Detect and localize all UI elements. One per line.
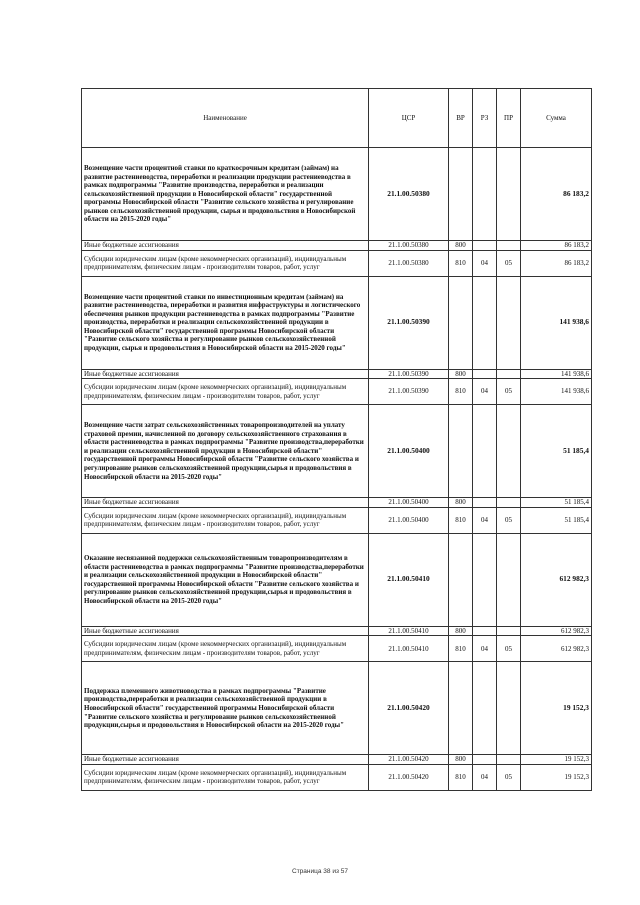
cell-pr: 05 bbox=[497, 250, 521, 276]
cell-sum: 19 152,3 bbox=[521, 764, 592, 790]
cell-vr: 810 bbox=[449, 764, 473, 790]
cell-csr: 21.1.00.50380 bbox=[369, 241, 449, 251]
cell-pr bbox=[497, 369, 521, 379]
cell-pr bbox=[497, 276, 521, 369]
cell-vr: 800 bbox=[449, 755, 473, 765]
table-row bbox=[82, 636, 592, 662]
cell-sum: 51 185,4 bbox=[521, 498, 592, 508]
cell-csr: 21.1.00.50420 bbox=[369, 662, 449, 755]
table-header-row bbox=[82, 89, 592, 148]
cell-sum: 86 183,2 bbox=[521, 241, 592, 251]
cell-csr: 21.1.00.50390 bbox=[369, 276, 449, 369]
table-row bbox=[82, 405, 592, 498]
cell-pr bbox=[497, 405, 521, 498]
cell-name: Иные бюджетные ассигнования bbox=[82, 498, 369, 508]
cell-csr: 21.1.00.50420 bbox=[369, 755, 449, 765]
cell-name: Иные бюджетные ассигнования bbox=[82, 369, 369, 379]
cell-rz bbox=[473, 369, 497, 379]
cell-rz bbox=[473, 533, 497, 626]
cell-pr bbox=[497, 755, 521, 765]
cell-csr: 21.1.00.50400 bbox=[369, 507, 449, 533]
header-sum: Сумма bbox=[521, 89, 592, 148]
cell-name: Иные бюджетные ассигнования bbox=[82, 241, 369, 251]
cell-name: Субсидии юридическим лицам (кроме некоммерческих организаций), индивидуальным предпринимателям, физическим лицам - производителям товаров, работ, услуг bbox=[82, 507, 369, 533]
cell-pr: 05 bbox=[497, 379, 521, 405]
cell-name: Поддержка племенного животноводства в рамках подпрограммы "Развитие производства,переработки и реализации сельскохозяйственной продукции в Новосибирской области" государственной программы Новосибирской области "Развитие сельского хозяйства и регулирование рынков сельскохозяйственной продукции,сырья и продовольствия в Новосибирской области на 2015-2020 годы" bbox=[82, 662, 369, 755]
cell-rz bbox=[473, 241, 497, 251]
cell-pr bbox=[497, 148, 521, 241]
table-row bbox=[82, 662, 592, 755]
table-body bbox=[82, 148, 592, 791]
cell-name: Оказание несвязанной поддержки сельскохозяйственным товаропроизводителям в области растениеводства в рамках подпрограммы "Развитие производства,переработки и реализации сельскохозяйственной продукции в Новосибирской области" государственной программы Новосибирской области "Развитие сельского хозяйства и регулирование рынков сельскохозяйственной продукции,сырья и продовольствия в Новосибирской области на 2015-2020 годы" bbox=[82, 533, 369, 626]
cell-rz bbox=[473, 405, 497, 498]
cell-pr: 05 bbox=[497, 507, 521, 533]
cell-vr bbox=[449, 662, 473, 755]
header-csr: ЦСР bbox=[369, 89, 449, 148]
cell-sum: 19 152,3 bbox=[521, 755, 592, 765]
header-pr: ПР bbox=[497, 89, 521, 148]
cell-csr: 21.1.00.50380 bbox=[369, 250, 449, 276]
page-number: Страница 38 из 57 bbox=[292, 868, 348, 875]
cell-vr: 800 bbox=[449, 626, 473, 636]
cell-name: Возмещение части затрат сельскохозяйственных товаропроизводителей на уплату страховой премии, начисленной по договору сельскохозяйственного страхования в области растениеводства в рамках подпрограммы "Развитие производства,переработки и реализации сельскохозяйственной продукции в Новосибирской области" государственной программы Новосибирской области "Развитие сельского хозяйства и регулирование рынков сельскохозяйственной продукции,сырья и продовольствия в Новосибирской области на 2015-2020 годы" bbox=[82, 405, 369, 498]
cell-rz: 04 bbox=[473, 250, 497, 276]
cell-name: Возмещение части процентной ставки по краткосрочным кредитам (займам) на развитие растениеводства, переработки и реализации продукции растениеводства в рамках подпрограммы "Развитие производства, переработки и реализации сельскохозяйственной продукции в Новосибирской области" государственной программы Новосибирской области "Развитие сельского хозяйства и регулирование рынков сельскохозяйственной продукции, сырья и продовольствия в Новосибирской области на 2015-2020 годы" bbox=[82, 148, 369, 241]
header-rz: РЗ bbox=[473, 89, 497, 148]
budget-table bbox=[81, 88, 592, 791]
cell-vr: 810 bbox=[449, 250, 473, 276]
cell-vr: 810 bbox=[449, 636, 473, 662]
cell-sum: 51 185,4 bbox=[521, 405, 592, 498]
cell-rz bbox=[473, 755, 497, 765]
table-row bbox=[82, 241, 592, 251]
table-row bbox=[82, 755, 592, 765]
cell-sum: 86 183,2 bbox=[521, 250, 592, 276]
table-row bbox=[82, 498, 592, 508]
cell-name: Субсидии юридическим лицам (кроме некоммерческих организаций), индивидуальным предпринимателям, физическим лицам - производителям товаров, работ, услуг bbox=[82, 636, 369, 662]
cell-sum: 141 938,6 bbox=[521, 369, 592, 379]
header-vr: ВР bbox=[449, 89, 473, 148]
table-row bbox=[82, 764, 592, 790]
cell-vr bbox=[449, 405, 473, 498]
cell-rz bbox=[473, 148, 497, 241]
cell-csr: 21.1.00.50380 bbox=[369, 148, 449, 241]
cell-vr bbox=[449, 148, 473, 241]
cell-rz: 04 bbox=[473, 379, 497, 405]
cell-csr: 21.1.00.50400 bbox=[369, 405, 449, 498]
table-row bbox=[82, 148, 592, 241]
cell-sum: 612 982,3 bbox=[521, 626, 592, 636]
cell-sum: 141 938,6 bbox=[521, 379, 592, 405]
cell-pr bbox=[497, 662, 521, 755]
cell-sum: 141 938,6 bbox=[521, 276, 592, 369]
cell-vr bbox=[449, 533, 473, 626]
cell-pr bbox=[497, 241, 521, 251]
cell-sum: 19 152,3 bbox=[521, 662, 592, 755]
cell-name: Субсидии юридическим лицам (кроме некоммерческих организаций), индивидуальным предпринимателям, физическим лицам - производителям товаров, работ, услуг bbox=[82, 379, 369, 405]
cell-sum: 612 982,3 bbox=[521, 533, 592, 626]
cell-rz: 04 bbox=[473, 764, 497, 790]
cell-rz: 04 bbox=[473, 636, 497, 662]
cell-name: Субсидии юридическим лицам (кроме некоммерческих организаций), индивидуальным предпринимателям, физическим лицам - производителям товаров, работ, услуг bbox=[82, 764, 369, 790]
cell-vr: 800 bbox=[449, 498, 473, 508]
cell-name: Иные бюджетные ассигнования bbox=[82, 626, 369, 636]
table-row bbox=[82, 507, 592, 533]
cell-pr: 05 bbox=[497, 636, 521, 662]
cell-csr: 21.1.00.50400 bbox=[369, 498, 449, 508]
cell-csr: 21.1.00.50390 bbox=[369, 369, 449, 379]
cell-vr bbox=[449, 276, 473, 369]
cell-rz bbox=[473, 498, 497, 508]
cell-csr: 21.1.00.50420 bbox=[369, 764, 449, 790]
header-name: Наименование bbox=[82, 89, 369, 148]
cell-pr: 05 bbox=[497, 764, 521, 790]
cell-csr: 21.1.00.50390 bbox=[369, 379, 449, 405]
cell-vr: 810 bbox=[449, 379, 473, 405]
cell-vr: 800 bbox=[449, 241, 473, 251]
cell-rz bbox=[473, 662, 497, 755]
cell-name: Иные бюджетные ассигнования bbox=[82, 755, 369, 765]
cell-rz: 04 bbox=[473, 507, 497, 533]
cell-rz bbox=[473, 626, 497, 636]
cell-csr: 21.1.00.50410 bbox=[369, 533, 449, 626]
cell-csr: 21.1.00.50410 bbox=[369, 636, 449, 662]
cell-rz bbox=[473, 276, 497, 369]
cell-csr: 21.1.00.50410 bbox=[369, 626, 449, 636]
cell-name: Субсидии юридическим лицам (кроме некоммерческих организаций), индивидуальным предпринимателям, физическим лицам - производителям товаров, работ, услуг bbox=[82, 250, 369, 276]
cell-name: Возмещение части процентной ставки по инвестиционным кредитам (займам) на развитие растениеводства, переработки и развития инфраструктуры и логистического обеспечения рынков продукции растениеводства в рамках подпрограммы "Развитие производства, переработки и реализации сельскохозяйственной продукции в Новосибирской области" государственной программы Новосибирской области "Развитие сельского хозяйства и регулирование рынков сельскохозяйственной продукции, сырья и продовольствия в Новосибирской области на 2015-2020 годы" bbox=[82, 276, 369, 369]
cell-pr bbox=[497, 533, 521, 626]
cell-vr: 800 bbox=[449, 369, 473, 379]
table-row bbox=[82, 533, 592, 626]
table-row bbox=[82, 369, 592, 379]
table-row bbox=[82, 379, 592, 405]
table-row bbox=[82, 626, 592, 636]
cell-pr bbox=[497, 498, 521, 508]
cell-vr: 810 bbox=[449, 507, 473, 533]
cell-sum: 86 183,2 bbox=[521, 148, 592, 241]
table-row bbox=[82, 276, 592, 369]
cell-sum: 612 982,3 bbox=[521, 636, 592, 662]
cell-sum: 51 185,4 bbox=[521, 507, 592, 533]
table-row bbox=[82, 250, 592, 276]
cell-pr bbox=[497, 626, 521, 636]
